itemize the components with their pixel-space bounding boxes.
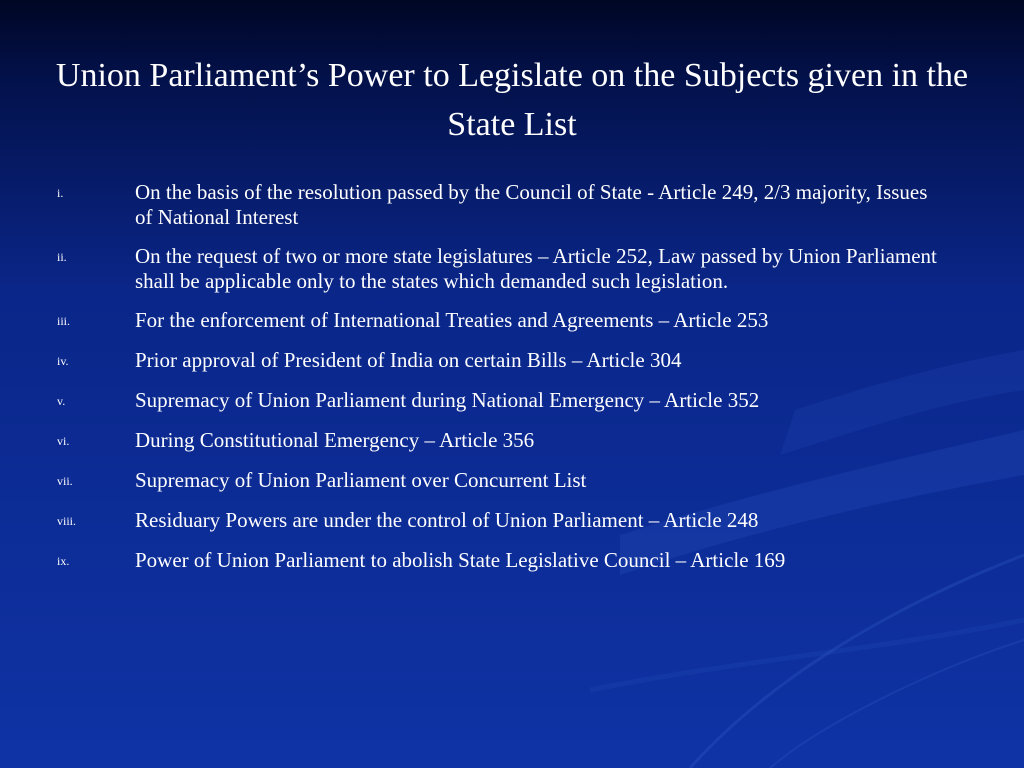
list-item-text: Supremacy of Union Parliament during National Emergency – Article 352 xyxy=(135,388,760,412)
list-item-text: On the request of two or more state legislatures – Article 252, Law passed by Union Parliament shall be applicable only to the states which demanded such legislation. xyxy=(135,244,937,293)
article-list xyxy=(57,180,937,588)
list-item-text: On the basis of the resolution passed by the Council of State - Article 249, 2/3 majority, Issues of National Interest xyxy=(135,180,928,229)
list-item xyxy=(57,508,937,534)
roman-numeral-marker: iii. xyxy=(57,314,71,328)
list-item-text: Power of Union Parliament to abolish State Legislative Council – Article 169 xyxy=(135,548,786,572)
list-item-text: During Constitutional Emergency – Article 356 xyxy=(135,428,535,452)
list-item xyxy=(57,428,937,454)
roman-numeral-marker: vii. xyxy=(57,474,73,488)
roman-numeral-marker: viii. xyxy=(57,514,77,528)
slide-title: Union Parliament’s Power to Legislate on the Subjects given in the State List xyxy=(55,57,969,143)
roman-numeral-marker: iv. xyxy=(57,354,69,368)
roman-numeral-marker: ii. xyxy=(57,250,67,264)
list-item-text: Prior approval of President of India on certain Bills – Article 304 xyxy=(135,348,682,372)
list-item xyxy=(57,308,937,334)
list-item-text: Supremacy of Union Parliament over Concurrent List xyxy=(135,468,587,492)
list-item xyxy=(57,388,937,414)
list-item-text: For the enforcement of International Treaties and Agreements – Article 253 xyxy=(135,308,769,332)
list-item xyxy=(57,180,937,230)
list-item xyxy=(57,548,937,574)
list-item-text: Residuary Powers are under the control of Union Parliament – Article 248 xyxy=(135,508,759,532)
list-item xyxy=(57,348,937,374)
list-item xyxy=(57,468,937,494)
roman-numeral-marker: ix. xyxy=(57,554,70,568)
roman-numeral-marker: vi. xyxy=(57,434,70,448)
roman-numeral-marker: v. xyxy=(57,394,66,408)
list-item xyxy=(57,244,937,294)
roman-numeral-marker: i. xyxy=(57,186,64,200)
